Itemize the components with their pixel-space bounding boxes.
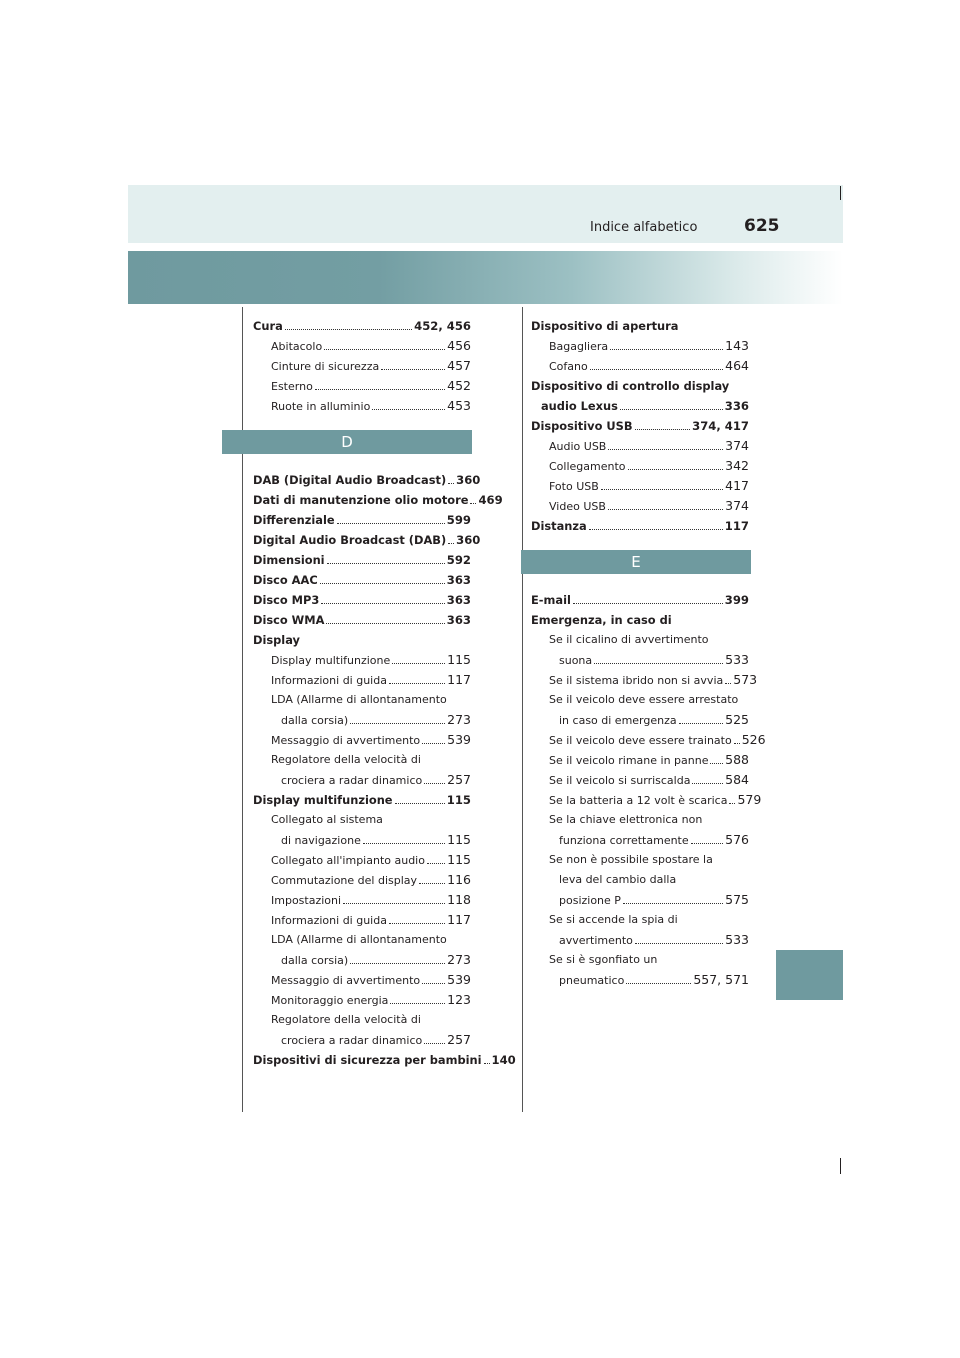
index-entry: Cura 452, 456: [253, 319, 471, 333]
index-entry: Display: [253, 633, 300, 647]
index-subentry-line: LDA (Allarme di allontanamento: [271, 933, 447, 946]
index-subentry: Cofano 464: [549, 358, 749, 373]
index-subentry: crociera a radar dinamico 257: [281, 772, 471, 787]
index-entry: Emergenza, in caso di: [531, 613, 672, 627]
index-subentry: Collegamento 342: [549, 458, 749, 473]
index-subentry-line: Collegato al sistema: [271, 813, 383, 826]
index-subentry: Commutazione del display 116: [271, 872, 471, 887]
index-subentry: Se la batteria a 12 volt è scarica 579: [549, 792, 762, 807]
index-entry: Distanza 117: [531, 519, 749, 533]
index-subentry-line: Regolatore della velocità di: [271, 1013, 421, 1026]
index-subentry: di navigazione 115: [281, 832, 471, 847]
index-entry: Disco WMA 363: [253, 613, 471, 627]
index-subentry-line: Se non è possibile spostare la: [549, 853, 713, 866]
index-entry: audio Lexus 336: [541, 399, 749, 413]
header-band: [128, 251, 843, 304]
index-subentry: Se il veicolo rimane in panne 588: [549, 752, 749, 767]
index-entry: Dispositivo di apertura: [531, 319, 679, 333]
index-entry: Disco MP3 363: [253, 593, 471, 607]
index-entry: Dispositivo di controllo display: [531, 379, 730, 393]
index-subentry: Se il veicolo deve essere trainato 526: [549, 732, 766, 747]
index-entry: Dimensioni 592: [253, 553, 471, 567]
index-subentry: Cinture di sicurezza 457: [271, 358, 471, 373]
index-entry: Dispositivi di sicurezza per bambini 140: [253, 1053, 516, 1067]
index-subentry: Informazioni di guida 117: [271, 672, 471, 687]
index-subentry-line: Se si accende la spia di: [549, 913, 678, 926]
index-subentry-line: LDA (Allarme di allontanamento: [271, 693, 447, 706]
index-subentry: Video USB 374: [549, 498, 749, 513]
section-letter-d: D: [222, 430, 472, 454]
index-subentry: Ruote in alluminio 453: [271, 398, 471, 413]
index-subentry: posizione P 575: [559, 892, 749, 907]
index-subentry-line: Se il cicalino di avvertimento: [549, 633, 709, 646]
index-subentry: dalla corsia) 273: [281, 952, 471, 967]
index-subentry: Se il sistema ibrido non si avvia 573: [549, 672, 758, 687]
index-subentry: Informazioni di guida 117: [271, 912, 471, 927]
index-subentry-line: leva del cambio dalla: [559, 873, 677, 886]
index-subentry: Messaggio di avvertimento 539: [271, 972, 471, 987]
index-subentry: Abitacolo 456: [271, 338, 471, 353]
index-entry: Digital Audio Broadcast (DAB) 360: [253, 533, 481, 547]
index-subentry: Bagagliera 143: [549, 338, 749, 353]
index-column-right: [531, 316, 766, 990]
index-subentry-line: Se il veicolo deve essere arrestato: [549, 693, 739, 706]
section-thumb-tab: [776, 950, 843, 1000]
crop-mark-bottom: [840, 1158, 841, 1174]
section-letter-e: E: [521, 550, 751, 574]
index-entry: Dati di manutenzione olio motore 469: [253, 493, 503, 507]
index-subentry: Impostazioni 118: [271, 892, 471, 907]
index-subentry-line: Se la chiave elettronica non: [549, 813, 703, 826]
index-subentry: avvertimento 533: [559, 932, 749, 947]
index-subentry: Display multifunzione 115: [271, 652, 471, 667]
index-entry: Dispositivo USB 374, 417: [531, 419, 749, 433]
page-title: Indice alfabetico: [590, 220, 698, 235]
index-subentry-line: Se si è sgonfiato un: [549, 953, 658, 966]
index-column-left: [253, 316, 516, 1070]
index-subentry: Foto USB 417: [549, 478, 749, 493]
page-number: 625: [744, 216, 780, 236]
index-subentry: Collegato all'impianto audio 115: [271, 852, 471, 867]
right-column-rule: [522, 307, 523, 1112]
index-subentry: Audio USB 374: [549, 438, 749, 453]
index-subentry: in caso di emergenza 525: [559, 712, 749, 727]
crop-mark-top: [840, 186, 841, 200]
index-subentry: crociera a radar dinamico 257: [281, 1032, 471, 1047]
index-subentry-line: Regolatore della velocità di: [271, 753, 421, 766]
index-subentry: funziona correttamente 576: [559, 832, 749, 847]
index-subentry: dalla corsia) 273: [281, 712, 471, 727]
index-subentry: suona 533: [559, 652, 749, 667]
header-bar: [128, 185, 843, 243]
index-entry: E-mail 399: [531, 593, 749, 607]
index-entry: Display multifunzione 115: [253, 793, 471, 807]
index-subentry: Messaggio di avvertimento 539: [271, 732, 471, 747]
index-entry: Differenziale 599: [253, 513, 471, 527]
index-entry: DAB (Digital Audio Broadcast) 360: [253, 473, 481, 487]
index-subentry: Monitoraggio energia 123: [271, 992, 471, 1007]
left-column-rule: [242, 307, 243, 1112]
index-entry: Disco AAC 363: [253, 573, 471, 587]
index-subentry: pneumatico 557, 571: [559, 972, 749, 987]
index-subentry: Esterno 452: [271, 378, 471, 393]
index-subentry: Se il veicolo si surriscalda 584: [549, 772, 749, 787]
